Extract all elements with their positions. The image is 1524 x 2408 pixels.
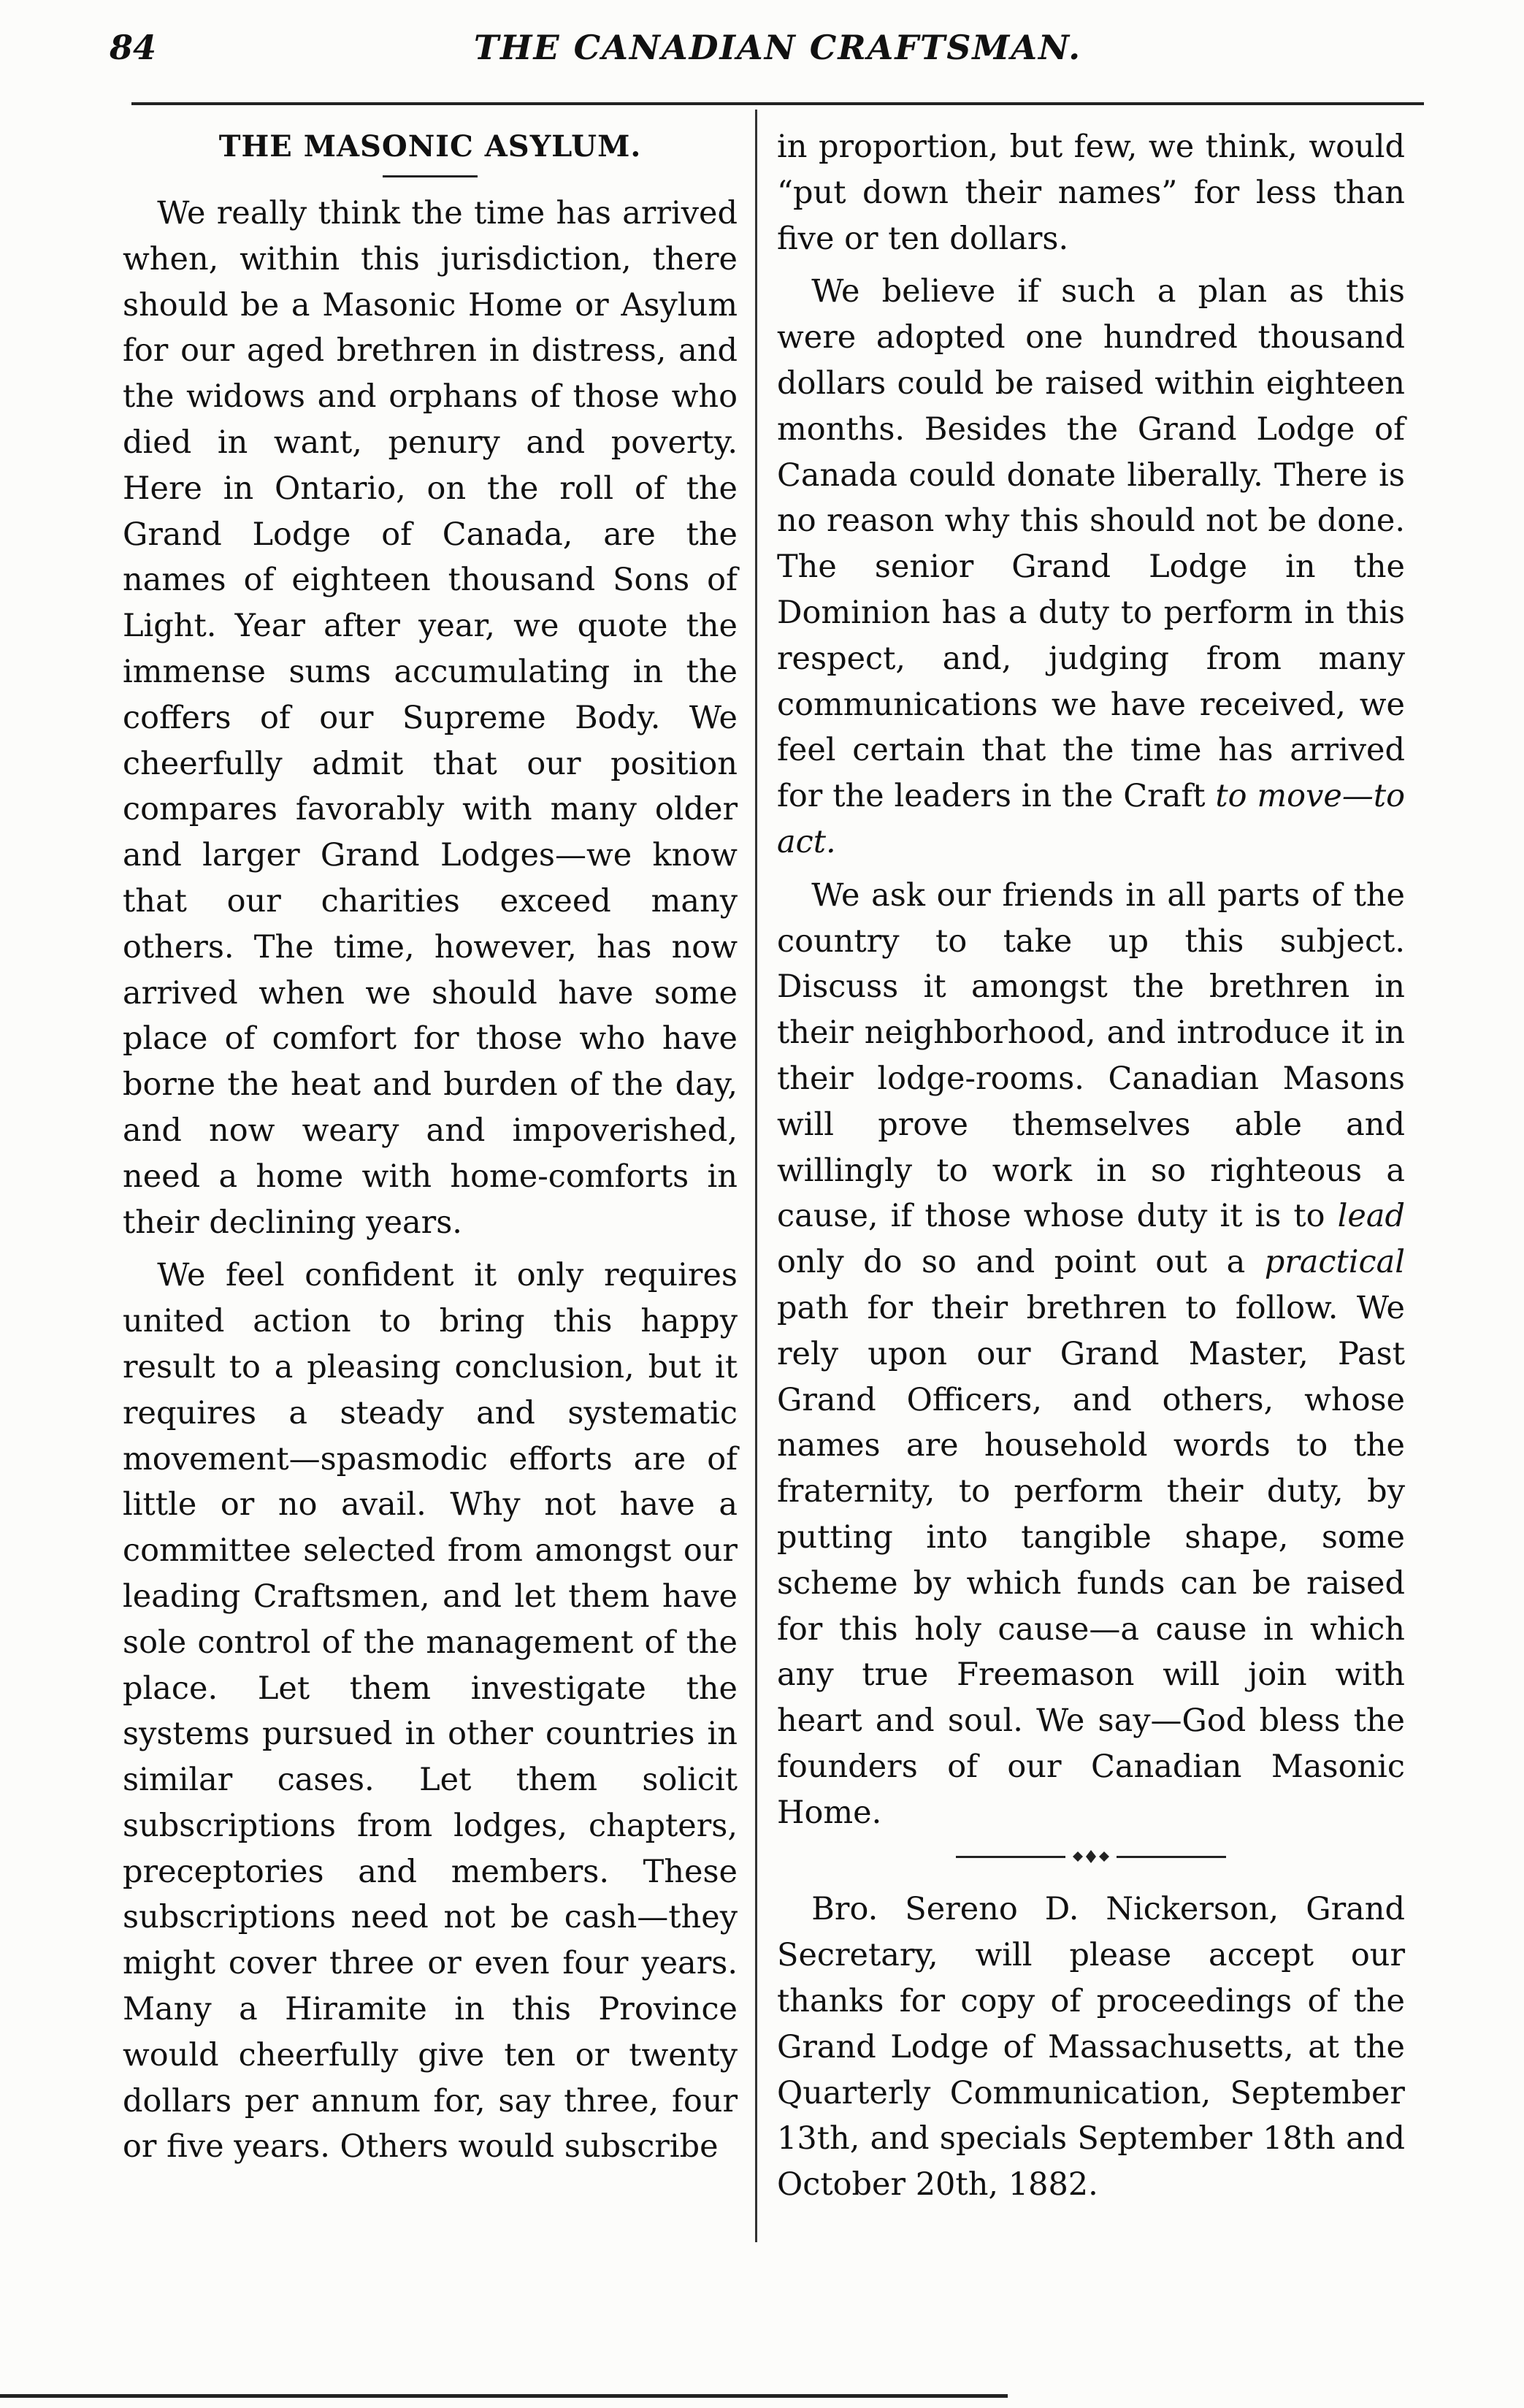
paragraph-text: only do so and point out a — [777, 1244, 1246, 1281]
paragraph-continuation: in proportion, but few, we think, would “put down their names” for less than five or ten dollars. — [777, 129, 1405, 257]
paragraph — [777, 873, 1405, 1836]
column-divider — [755, 110, 757, 2242]
paragraph-text: We ask our friends in all parts of the country to take up this subject. Discuss it amongst the brethren in their neighborhood, and introduce it in their lodge-rooms. Canadian Masons will prove themselves able and willingly to work in so righteous a cause, if those whose duty it is to — [777, 876, 1405, 1235]
right-column — [777, 124, 1405, 2215]
left-column — [123, 124, 738, 2177]
page-number: 84 — [110, 28, 157, 67]
paragraph-text: path for their brethren to follow. We rely upon our Grand Master, Past Grand Officers, and others, whose names are household words to the fraternity, to perform their duty, by putting into tangible shape, some scheme by which funds can be raised for this holy cause—a cause in which any true Freemason will join with heart and soul. We say—God bless the founders of our Canadian Masonic Home. — [777, 1289, 1405, 1831]
title-rule — [383, 175, 478, 177]
ornament-line — [1117, 1856, 1226, 1858]
paragraph: We feel confident it only requires united action to bring this happy result to a pleasing conclusion, but it requires a steady and systematic movement—spasmodic efforts are of little or no avail. Why not have a committee selected from amongst our leading Craftsmen, and let them have sole control of the management of the place. Let them investigate the systems pursued in other countries in similar cases. Let them solicit subscriptions from lodges, chapters, preceptories and members. These subscriptions need not be cash—they might cover three or even four years. Many a Hiramite in this Province would cheerfully give ten or twenty dollars per annum for, say three, four or five years. Others would subscribe — [123, 1257, 738, 2166]
running-head — [110, 28, 1446, 79]
bottom-rule — [0, 2394, 1008, 2398]
italic-text: lead — [1337, 1198, 1405, 1235]
italic-text: practical — [1264, 1244, 1405, 1281]
paragraph-text: We believe if such a plan as this were adopted one hundred thousand dollars could be raised within eighteen months. Besides the Grand Lodge of Canada could donate liberally. There is no reason why this should not be done. The senior Grand Lodge in the Dominion has a duty to perform in this respect, and, judging from many communications we have received, we feel certain that the time has arrived for the leaders in the Craft — [777, 273, 1405, 815]
paragraph: We really think the time has arrived when, within this jurisdiction, there should be a Masonic Home or Asylum for our aged brethren in distress, and the widows and orphans of those who died in want, penury and poverty. Here in Ontario, on the roll of the Grand Lodge of Canada, are the names of eighteen thousand Sons of Light. Year after year, we quote the immense sums accumulating in the coffers of our Supreme Body. We cheerfully admit that our position compares favorably with many older and larger Grand Lodges—we know that our charities exceed many others. The time, however, has now arrived when we should have some place of comfort for those who have borne the heat and burden of the day, and now weary and impoverished, need a home with home-comforts in their declining years. — [123, 195, 738, 1241]
italic-text: to move—to act. — [777, 778, 1405, 860]
ornament-line — [956, 1856, 1065, 1858]
section-ornament — [777, 1846, 1405, 1868]
notice-paragraph: Bro. Sereno D. Nickerson, Grand Secretary, will please accept our thanks for copy of proceedings of the Grand Lodge of Massachusetts, at the Quarterly Communication, September 13th, and specials September 18th and October 20th, 1882. — [777, 1891, 1405, 2203]
header-rule — [131, 102, 1424, 105]
paragraph — [777, 269, 1405, 865]
diamond-ornament-icon — [1065, 1846, 1117, 1868]
article-title: THE MASONIC ASYLUM. — [218, 129, 642, 164]
journal-title: THE CANADIAN CRAFTSMAN. — [473, 28, 1082, 67]
